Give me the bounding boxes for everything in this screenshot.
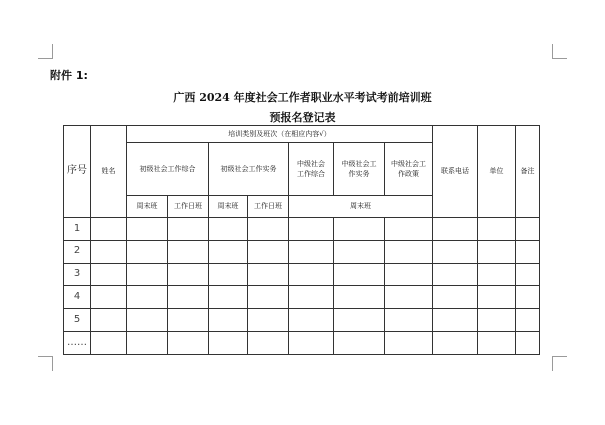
document-subtitle: 预报名登记表 xyxy=(269,111,336,124)
cell-middle-practice xyxy=(334,240,385,263)
cell-junior-comp-weekday xyxy=(168,240,209,263)
table-row xyxy=(64,218,540,241)
cell-remarks xyxy=(516,263,540,286)
cell-junior-comp-weekday xyxy=(168,263,209,286)
cell-name xyxy=(91,286,127,309)
cell-phone xyxy=(433,263,478,286)
header-training-group: 培训类别及班次（在相应内容√） xyxy=(127,126,433,143)
cell-phone xyxy=(433,286,478,309)
cell-phone xyxy=(433,240,478,263)
attachment-label: 附件 1: xyxy=(50,69,88,82)
header-unit: 单位 xyxy=(478,126,516,218)
subheader-middle-weekend: 周末班 xyxy=(289,196,433,218)
cell-middle-comprehensive xyxy=(289,331,334,354)
row-number: …… xyxy=(64,331,91,354)
row-number: 5 xyxy=(64,309,91,332)
cell-name xyxy=(91,263,127,286)
cell-junior-prac-weekend xyxy=(209,240,248,263)
crop-mark-top-right xyxy=(552,44,567,59)
table-row xyxy=(64,309,540,332)
cell-junior-prac-weekday xyxy=(248,286,289,309)
cell-junior-comp-weekday xyxy=(168,218,209,241)
subheader-junior-comp-weekend: 周末班 xyxy=(127,196,168,218)
cell-junior-prac-weekend xyxy=(209,286,248,309)
table-row xyxy=(64,286,540,309)
cell-junior-comp-weekday xyxy=(168,309,209,332)
cell-middle-practice xyxy=(334,331,385,354)
cell-junior-prac-weekday xyxy=(248,309,289,332)
cell-junior-prac-weekend xyxy=(209,218,248,241)
cell-phone xyxy=(433,218,478,241)
cell-middle-practice xyxy=(334,263,385,286)
cell-middle-comprehensive xyxy=(289,263,334,286)
cell-middle-comprehensive xyxy=(289,286,334,309)
header-junior-comprehensive: 初级社会工作综合 xyxy=(127,143,209,196)
subheader-junior-prac-weekday: 工作日班 xyxy=(248,196,289,218)
cell-phone xyxy=(433,331,478,354)
cell-unit xyxy=(478,331,516,354)
cell-junior-comp-weekend xyxy=(127,263,168,286)
header-middle-practice: 中级社会工作实务 xyxy=(334,143,385,196)
cell-phone xyxy=(433,309,478,332)
cell-junior-prac-weekday xyxy=(248,218,289,241)
row-number: 3 xyxy=(64,263,91,286)
table-row xyxy=(64,331,540,354)
cell-middle-policy xyxy=(385,309,433,332)
cell-unit xyxy=(478,286,516,309)
crop-mark-bottom-left xyxy=(38,356,53,371)
cell-name xyxy=(91,240,127,263)
cell-junior-comp-weekday xyxy=(168,331,209,354)
cell-junior-comp-weekend xyxy=(127,218,168,241)
cell-junior-comp-weekend xyxy=(127,240,168,263)
cell-junior-prac-weekday xyxy=(248,331,289,354)
header-name: 姓名 xyxy=(91,126,127,218)
cell-junior-prac-weekend xyxy=(209,331,248,354)
header-phone: 联系电话 xyxy=(433,126,478,218)
cell-middle-comprehensive xyxy=(289,309,334,332)
cell-unit xyxy=(478,309,516,332)
header-junior-practice: 初级社会工作实务 xyxy=(209,143,289,196)
cell-middle-practice xyxy=(334,286,385,309)
cell-middle-comprehensive xyxy=(289,218,334,241)
header-seq: 序号 xyxy=(64,126,91,218)
crop-mark-bottom-right xyxy=(552,356,567,371)
row-number: 4 xyxy=(64,286,91,309)
cell-name xyxy=(91,218,127,241)
cell-middle-policy xyxy=(385,331,433,354)
cell-middle-policy xyxy=(385,240,433,263)
registration-table xyxy=(63,125,540,355)
cell-middle-practice xyxy=(334,309,385,332)
cell-remarks xyxy=(516,309,540,332)
cell-remarks xyxy=(516,218,540,241)
cell-middle-policy xyxy=(385,218,433,241)
cell-name xyxy=(91,309,127,332)
cell-middle-comprehensive xyxy=(289,240,334,263)
cell-unit xyxy=(478,263,516,286)
header-middle-comprehensive: 中级社会工作综合 xyxy=(289,143,334,196)
cell-junior-prac-weekend xyxy=(209,263,248,286)
row-number: 1 xyxy=(64,218,91,241)
row-number: 2 xyxy=(64,240,91,263)
cell-junior-comp-weekday xyxy=(168,286,209,309)
cell-middle-policy xyxy=(385,263,433,286)
cell-name xyxy=(91,331,127,354)
cell-middle-practice xyxy=(334,218,385,241)
cell-unit xyxy=(478,218,516,241)
subheader-junior-prac-weekend: 周末班 xyxy=(209,196,248,218)
cell-junior-comp-weekend xyxy=(127,309,168,332)
document-title: 广西 2024 年度社会工作者职业水平考试考前培训班 xyxy=(173,91,432,104)
subheader-junior-comp-weekday: 工作日班 xyxy=(168,196,209,218)
header-remarks: 备注 xyxy=(516,126,540,218)
table-body xyxy=(64,218,540,355)
cell-junior-comp-weekend xyxy=(127,331,168,354)
cell-junior-prac-weekday xyxy=(248,263,289,286)
cell-middle-policy xyxy=(385,286,433,309)
cell-junior-comp-weekend xyxy=(127,286,168,309)
table-row xyxy=(64,240,540,263)
cell-junior-prac-weekend xyxy=(209,309,248,332)
crop-mark-top-left xyxy=(38,44,53,59)
table-row xyxy=(64,263,540,286)
cell-remarks xyxy=(516,286,540,309)
header-middle-policy: 中级社会工作政策 xyxy=(385,143,433,196)
cell-remarks xyxy=(516,331,540,354)
cell-unit xyxy=(478,240,516,263)
cell-junior-prac-weekday xyxy=(248,240,289,263)
cell-remarks xyxy=(516,240,540,263)
